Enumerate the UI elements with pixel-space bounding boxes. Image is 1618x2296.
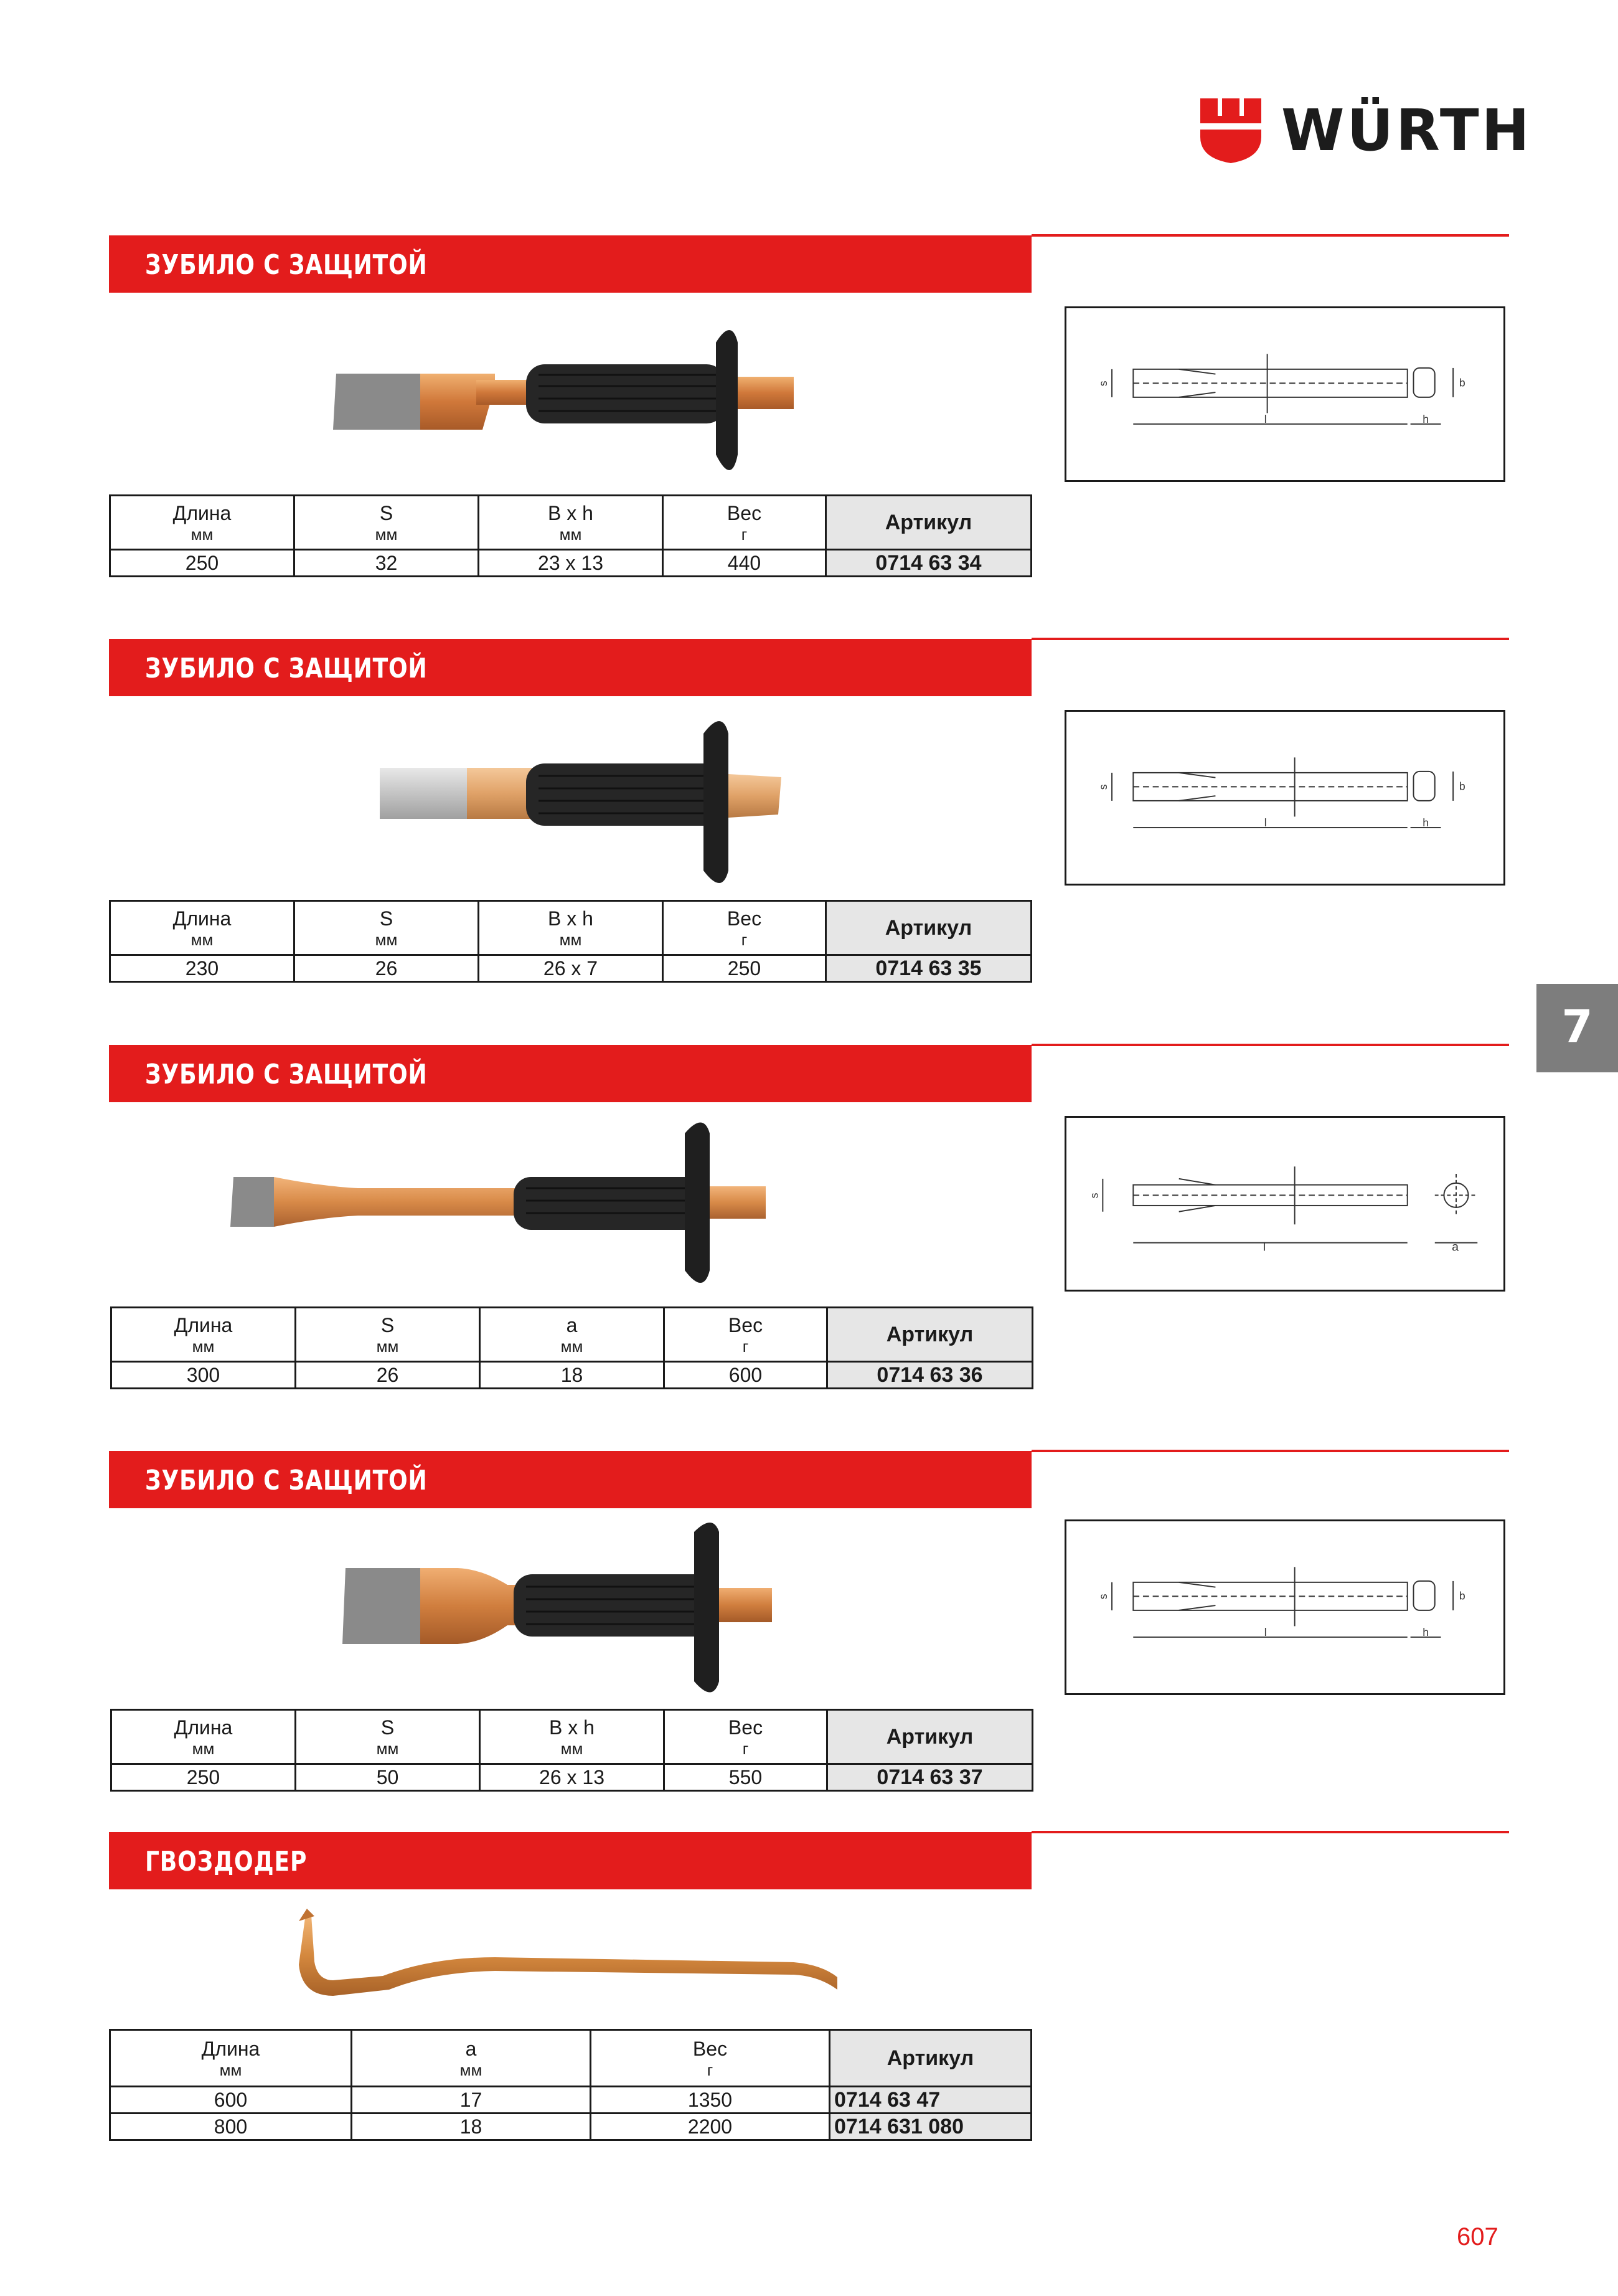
column-header: S мм [294, 901, 479, 955]
cell-length: 300 [111, 1362, 296, 1389]
spec-table-5 [109, 2029, 1032, 2141]
section-header-3 [109, 1045, 1032, 1102]
section-header-2 [109, 639, 1032, 696]
chapter-tab[interactable] [1536, 984, 1618, 1072]
cell-s: 50 [296, 1764, 480, 1791]
wurth-logo-text: WÜRTH [1281, 97, 1532, 164]
cell-length: 250 [111, 1764, 296, 1791]
dim-label-s: s [1097, 784, 1110, 790]
cell-weight: 2200 [591, 2114, 830, 2140]
cell-weight: 600 [664, 1362, 827, 1389]
cell-s: 32 [294, 550, 479, 577]
column-header: B x h мм [479, 901, 663, 955]
column-header: Вес г [664, 1308, 827, 1362]
cell-length: 230 [110, 955, 294, 982]
article-header: Артикул [827, 1710, 1033, 1764]
column-header: S мм [294, 496, 479, 550]
header-divider [1032, 1044, 1509, 1046]
cell-article: 0714 63 36 [827, 1362, 1033, 1389]
cell-article: 0714 63 34 [826, 550, 1032, 577]
chisel-icon [109, 1115, 1030, 1295]
column-header: Длина мм [110, 901, 294, 955]
dim-label-a: a [1452, 1240, 1459, 1254]
spec-table-3 [110, 1306, 1033, 1389]
dim-label-l: l [1264, 1626, 1267, 1638]
column-header: B x h мм [480, 1710, 664, 1764]
article-header: Артикул [830, 2030, 1032, 2087]
column-header: Вес г [663, 496, 826, 550]
section-title: ЗУБИЛО С ЗАЩИТОЙ [145, 1465, 428, 1496]
column-header: Вес г [664, 1710, 827, 1764]
dim-label-h: h [1423, 816, 1429, 829]
section-title: ЗУБИЛО С ЗАЩИТОЙ [145, 653, 428, 684]
column-header: Длина мм [110, 496, 294, 550]
header-divider [1032, 638, 1509, 640]
cell-s: 26 [294, 955, 479, 982]
dim-label-s: s [1088, 1193, 1101, 1199]
table-row [110, 955, 1032, 982]
technical-drawing-2 [1065, 710, 1505, 886]
cell-a: 17 [352, 2087, 591, 2114]
table-row [111, 1362, 1033, 1389]
header-divider [1032, 1450, 1509, 1452]
article-header: Артикул [826, 496, 1032, 550]
spec-table-1 [109, 494, 1032, 577]
table-row [110, 2087, 1032, 2114]
technical-drawing-3 [1065, 1116, 1505, 1292]
dim-label-l: l [1263, 1240, 1266, 1254]
cell-article: 0714 631 080 [830, 2114, 1032, 2140]
chisel-icon [109, 1519, 1030, 1700]
header-divider [1032, 234, 1509, 237]
section-header-4 [109, 1451, 1032, 1508]
dim-label-s: s [1097, 380, 1110, 387]
product-image-chisel-2 [109, 709, 1030, 889]
cell-bxh: 26 x 13 [480, 1764, 664, 1791]
dim-label-b: b [1459, 1589, 1465, 1602]
technical-drawing-1 [1065, 306, 1505, 482]
article-header: Артикул [827, 1308, 1033, 1362]
column-header: Вес г [663, 901, 826, 955]
dim-label-l: l [1264, 816, 1267, 829]
technical-drawing-4 [1065, 1519, 1505, 1695]
column-header: S мм [296, 1710, 480, 1764]
chisel-icon [109, 305, 1030, 486]
column-header: S мм [296, 1308, 480, 1362]
dim-label-h: h [1423, 413, 1429, 425]
cell-length: 600 [110, 2087, 352, 2114]
spec-table-4 [110, 1709, 1033, 1792]
cell-article: 0714 63 35 [826, 955, 1032, 982]
column-header: Длина мм [111, 1308, 296, 1362]
product-image-chisel-4 [109, 1519, 1030, 1700]
column-header: a мм [480, 1308, 664, 1362]
article-header: Артикул [826, 901, 1032, 955]
column-header: Длина мм [110, 2030, 352, 2087]
cell-bxh: 23 x 13 [479, 550, 663, 577]
cell-article: 0714 63 37 [827, 1764, 1033, 1791]
dim-label-h: h [1423, 1626, 1429, 1638]
wurth-logo [1200, 97, 1532, 167]
product-image-chisel-1 [109, 305, 1030, 486]
table-row [111, 1764, 1033, 1791]
dim-label-b: b [1459, 376, 1465, 389]
section-title: ЗУБИЛО С ЗАЩИТОЙ [145, 1059, 428, 1090]
column-header: Вес г [591, 2030, 830, 2087]
header-divider [1032, 1831, 1509, 1833]
cell-bxh: 26 x 7 [479, 955, 663, 982]
cell-s: 26 [296, 1362, 480, 1389]
cell-weight: 550 [664, 1764, 827, 1791]
cell-article: 0714 63 47 [830, 2087, 1032, 2114]
section-header-5 [109, 1832, 1032, 1889]
column-header: a мм [352, 2030, 591, 2087]
section-title: ЗУБИЛО С ЗАЩИТОЙ [145, 249, 428, 281]
wurth-logo-icon [1200, 98, 1261, 163]
cell-weight: 440 [663, 550, 826, 577]
nail-puller-icon [109, 1902, 1030, 2015]
chapter-tab-label: 7 [1561, 1000, 1593, 1052]
dim-label-l: l [1264, 413, 1267, 425]
product-image-nail-puller [109, 1902, 1030, 2015]
cell-a: 18 [480, 1362, 664, 1389]
column-header: B x h мм [479, 496, 663, 550]
cell-length: 250 [110, 550, 294, 577]
chisel-icon [109, 709, 1030, 889]
cell-a: 18 [352, 2114, 591, 2140]
spec-table-2 [109, 900, 1032, 983]
product-image-chisel-3 [109, 1115, 1030, 1295]
section-title: ГВОЗДОДЕР [145, 1846, 308, 1878]
cell-weight: 250 [663, 955, 826, 982]
page-number: 607 [1457, 2223, 1498, 2251]
table-row [110, 2114, 1032, 2140]
section-header-1 [109, 235, 1032, 293]
cell-weight: 1350 [591, 2087, 830, 2114]
column-header: Длина мм [111, 1710, 296, 1764]
cell-length: 800 [110, 2114, 352, 2140]
dim-label-s: s [1097, 1594, 1110, 1600]
dim-label-b: b [1459, 780, 1465, 793]
table-row [110, 550, 1032, 577]
